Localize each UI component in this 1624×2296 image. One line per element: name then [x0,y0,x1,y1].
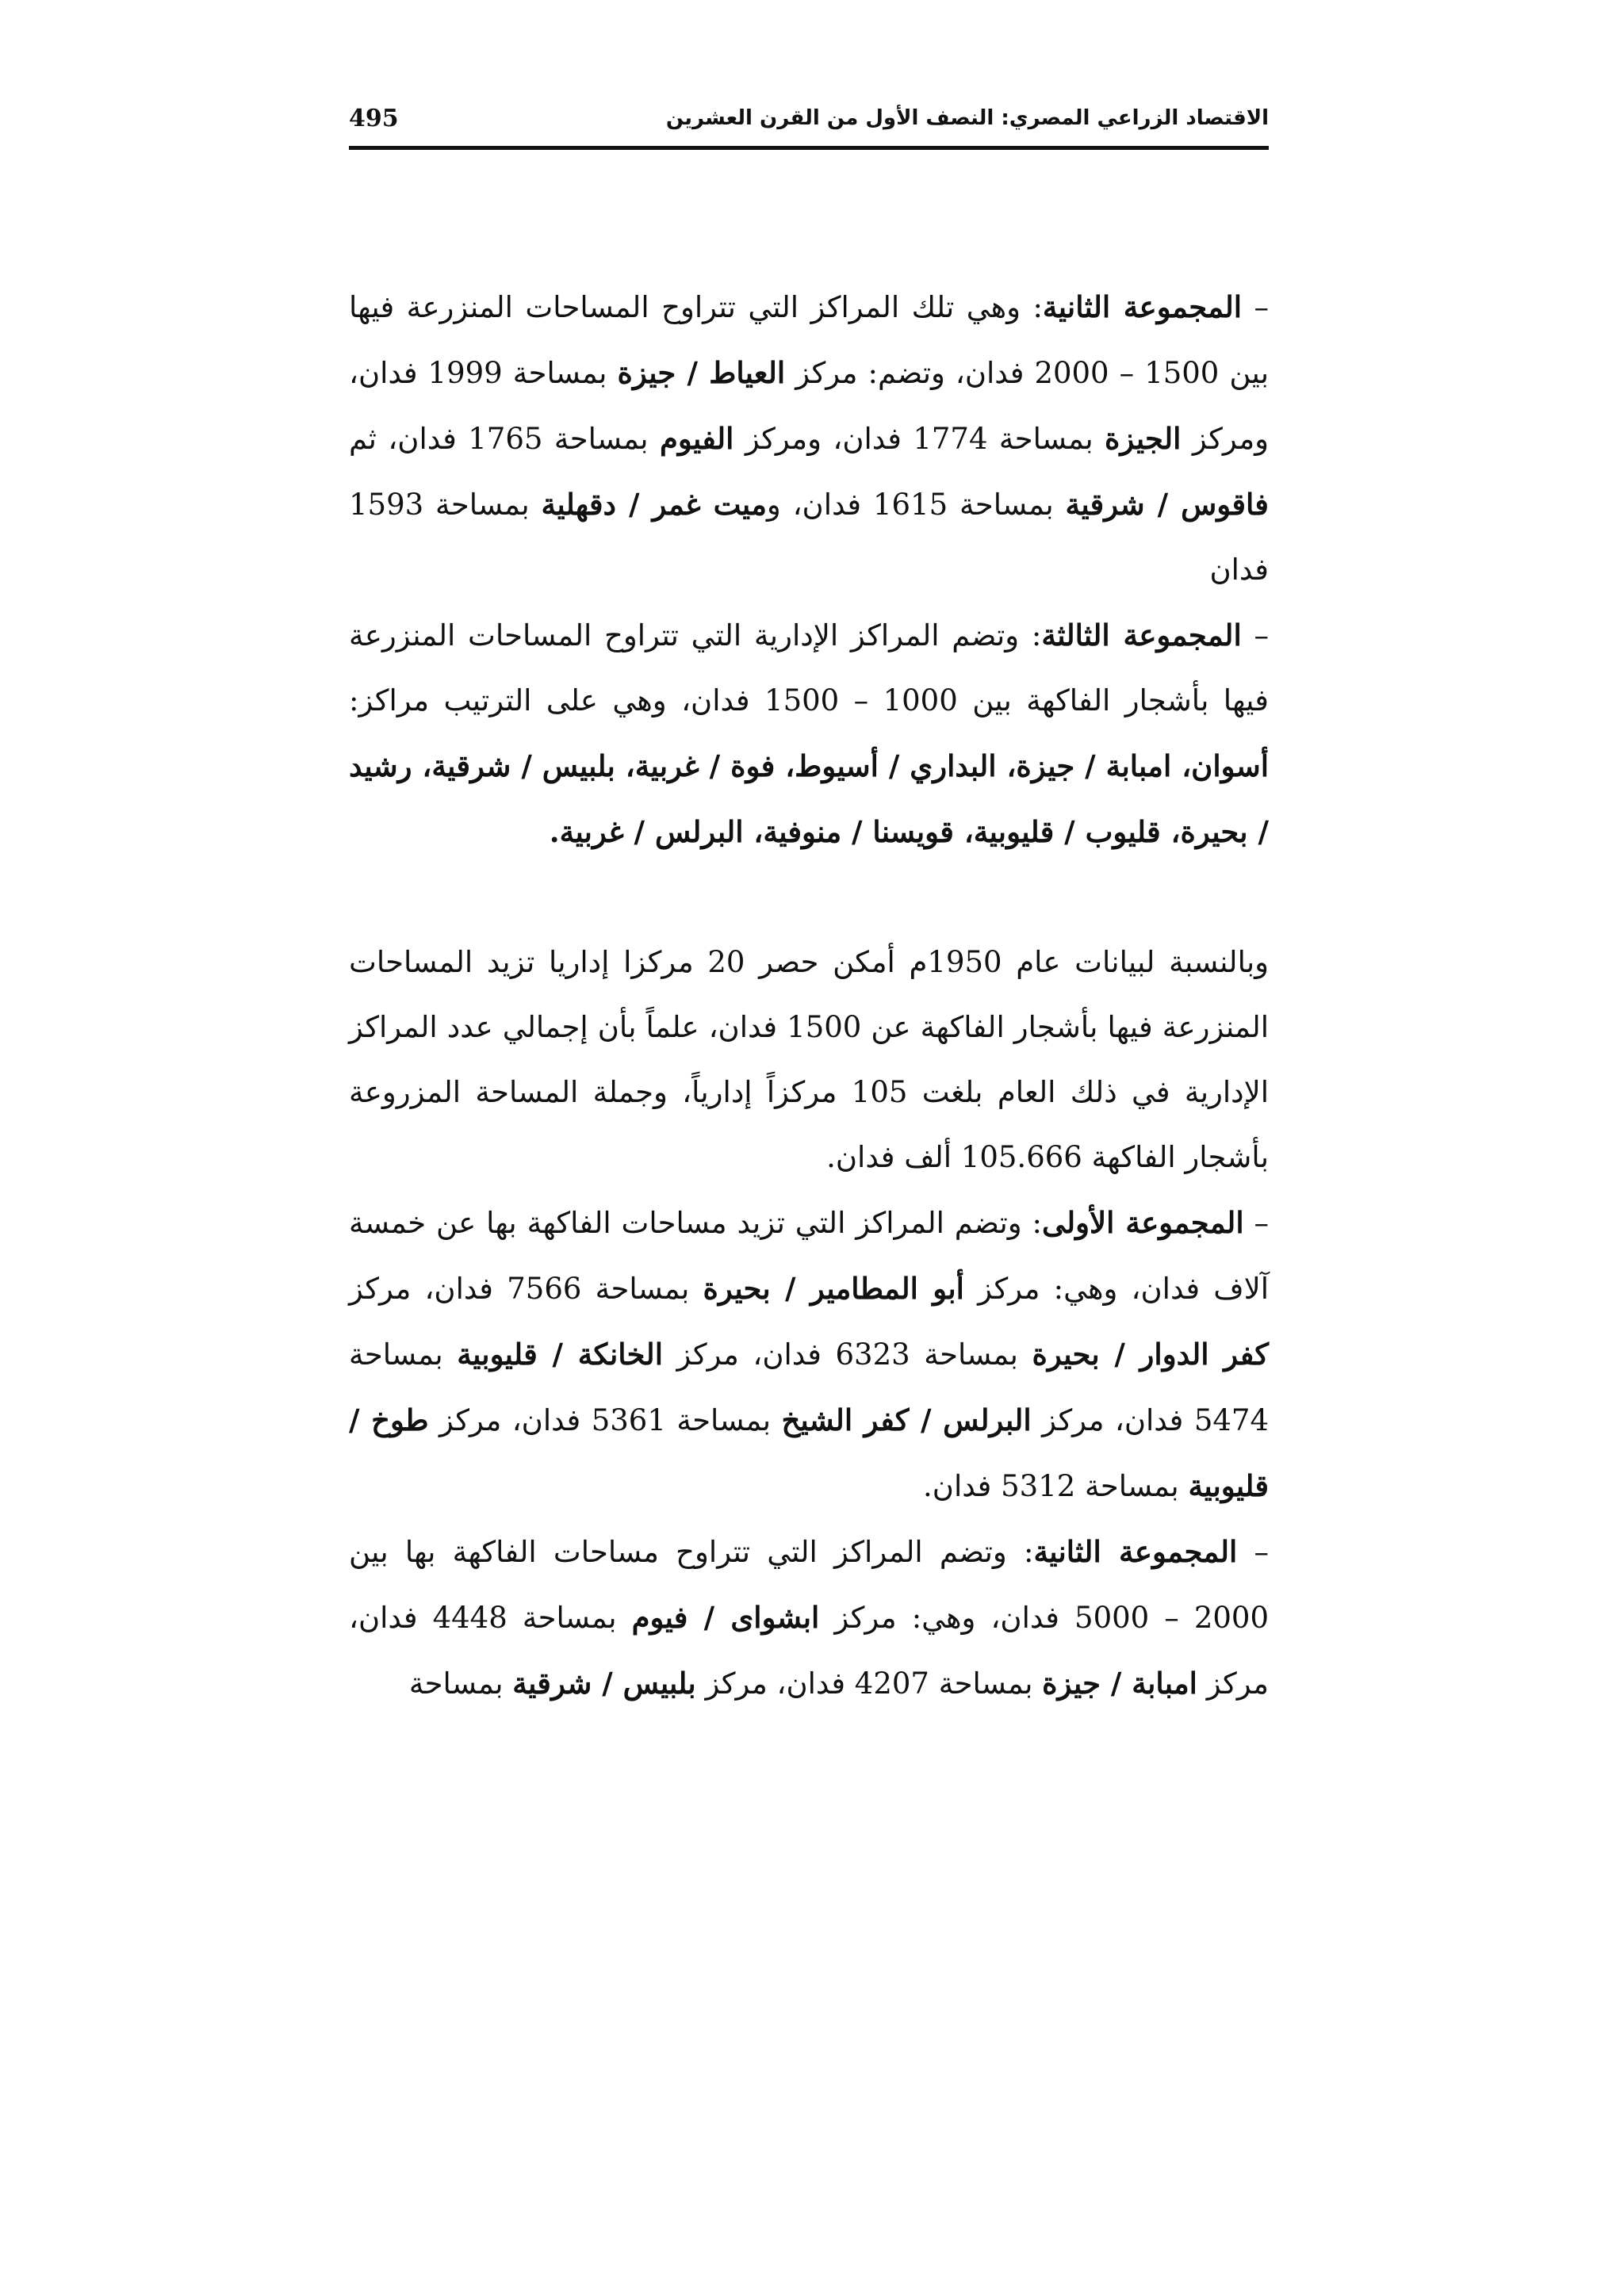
center-list: أسوان، امبابة / جيزة، البداري / أسيوط، فوة / غربية، بلبيس / شرقية، رشيد / بحيرة، قليوب / قليوبية، قويسنا / منوفية، البرلس / غربية. [349,748,1269,849]
center-name: الجيزة [1105,421,1182,456]
body-text: بمساحة 1593 فدان [349,488,1269,587]
body-text: بمساحة 1615 فدان، و [766,488,1066,522]
group-label: المجموعة الثانية [1042,289,1243,324]
body-text: بمساحة 6323 فدان، مركز [662,1337,1032,1372]
body-text: : وهي تلك المراكز التي تتراوح المساحات المنزرعة فيها بين 1500 – 2000 فدان، وتضم: مركز [349,290,1270,390]
center-name: العياط / جيزة [617,355,786,390]
body-text: بمساحة 1999 فدان، ومركز [349,356,1270,456]
body-text: بمساحة 5312 فدان. [923,1469,1189,1503]
center-name: بلبيس / شرقية [512,1666,696,1701]
page-number: 495 [349,105,399,132]
center-name: الخانكة / قليوبية [457,1337,663,1372]
paragraph-group-3 [349,603,1269,865]
dash: – [1242,290,1270,324]
center-name: كفر الدوار / بحيرة [1032,1337,1269,1372]
paragraph-group-1 [349,1190,1269,1519]
running-title: الاقتصاد الزراعي المصري: النصف الأول من القرن العشرين [665,106,1269,130]
page-header [349,101,1269,149]
group-label: المجموعة الأولى [1042,1205,1244,1240]
body-text: بمساحة 1774 فدان، ومركز [733,422,1105,456]
center-name: ميت غمر / دقهلية [541,487,767,522]
paragraph-intro-1950: وبالنسبة لبيانات عام 1950م أمكن حصر 20 مركزا إداريا تزيد المساحات المنزرعة فيها بأشجار الفاكهة عن 1500 فدان، علماً بأن إجمالي عدد المراكز الإدارية في ذلك العام بلغت 105 مركزاً إدارياً، وجملة المساحة المزروعة بأشجار الفاكهة 105.666 ألف فدان. [349,945,1270,1174]
body-text: بمساحة [408,1667,513,1701]
dash: – [1241,618,1269,652]
body-text: بمساحة 4207 فدان، مركز [695,1667,1043,1701]
body-text: بمساحة 7566 فدان، مركز [349,1272,703,1306]
header-rule [349,146,1269,150]
paragraph-gap [349,865,1269,930]
paragraph-group-2-second [349,1519,1269,1716]
paragraph-group-2-first [349,274,1269,603]
center-name: البرلس / كفر الشيخ [781,1402,1032,1437]
center-name: أبو المطامير / بحيرة [703,1271,964,1306]
dash: – [1237,1535,1269,1569]
group-label: المجموعة الثانية [1033,1534,1238,1569]
body-text: بمساحة 4448 فدان، مركز [349,1601,1269,1701]
body-text: بمساحة 5361 فدان، مركز [428,1403,782,1437]
center-name: الفيوم [659,421,734,456]
center-name: ابشواى / فيوم [631,1600,820,1635]
body-text: بمساحة 1765 فدان، ثم [349,422,660,456]
center-name: فاقوس / شرقية [1065,487,1269,522]
body-text: : وتضم المراكز الإدارية التي تتراوح المساحات المنزرعة فيها بأشجار الفاكهة بين 1000 – 1500 فدان، وهي على الترتيب مراكز: [349,618,1269,718]
body-text: : وتضم المراكز التي تتراوح مساحات الفاكهة بها بين 2000 – 5000 فدان، وهي: مركز [349,1535,1270,1635]
body-text: بمساحة 5474 فدان، مركز [349,1337,1270,1437]
dash: – [1243,1206,1269,1240]
center-name: امبابة / جيزة [1042,1666,1197,1701]
page-body [349,274,1269,1716]
group-label: المجموعة الثالثة [1041,618,1242,652]
body-text: : وتضم المراكز التي تزيد مساحات الفاكهة بها عن خمسة آلاف فدان، وهي: مركز [349,1206,1270,1306]
center-name: طوخ / قليوبية [349,1402,1269,1503]
